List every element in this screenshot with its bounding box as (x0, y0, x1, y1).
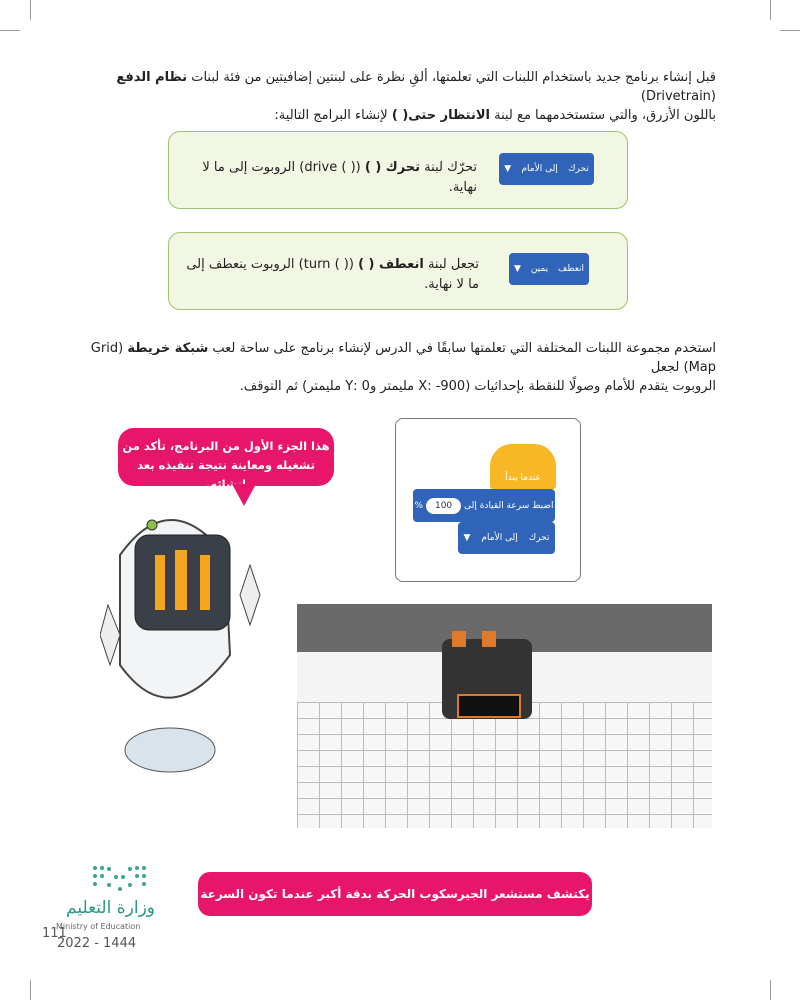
robot-simulation-view[interactable] (297, 604, 712, 828)
task-paragraph: استخدم مجموعة اللبنات المختلفة التي تعلمتها سابقًا في الدرس لإنشاء برنامج على ساحة لعب شبكة خريطة (Grid Map) لجعل الروبوت يتقدم للأمام وصولًا للنقطة بإحداثيات (900- :X مليمتر و0 :Y مليمتر) ثم التوقف. (90, 341, 716, 394)
tip-note: يكتشف مستشعر الجيرسكوب الحركة بدقة أكبر عندما تكون السرعة منخفضة. (198, 872, 592, 916)
set-speed-block: اضبط سرعة القيادة إلى 100 % (413, 489, 555, 522)
speed-value: 100 (426, 498, 461, 514)
robot-model (442, 639, 532, 719)
robot-mascot-illustration (100, 495, 275, 785)
crop-mark (780, 30, 800, 31)
crop-mark (0, 30, 20, 31)
turn-description: تجعل لبنة انعطف ( ) (( ) turn) الروبوت ينعطف إلى ما لا نهاية. (186, 257, 479, 292)
crop-mark (770, 0, 771, 20)
crop-mark (30, 0, 31, 20)
dropdown-arrow-icon: ▼ (504, 164, 512, 174)
drive-description: تحرّك لبنة تحرك ( ) (( ) drive) الروبوت إلى ما لا نهاية. (202, 160, 477, 195)
page-number: 111 (42, 926, 67, 941)
dropdown-arrow-icon: ▼ (513, 264, 521, 274)
code-panel (395, 418, 581, 582)
turn-block: انعطف يمين ▼ (509, 253, 589, 285)
drive-block: تحرك إلى الأمام ▼ (499, 153, 594, 185)
crop-mark (30, 980, 31, 1000)
ministry-name-ar: وزارة التعليم (66, 898, 155, 918)
when-started-block: عندما يبدأ (490, 444, 556, 489)
ministry-name-en: Ministry of Education (56, 922, 141, 931)
crop-mark (770, 980, 771, 1000)
year: 2022 - 1444 (57, 936, 137, 951)
intro-paragraph: قبل إنشاء برنامج جديد باستخدام اللبنات التي تعلمتها، ألقِ نظرة على لبنتين إضافيتين من فئة لبنات نظام الدفع (Drivetrain) باللون الأزرق، والتي ستستخدمهما مع لبنة الانتظار حتى( ) لإنشاء البرامج التالية: (116, 70, 716, 123)
drive-block-box (168, 131, 628, 209)
drive-forward-block: تحرك إلى الأمام ▼ (458, 522, 555, 554)
dropdown-arrow-icon: ▼ (463, 533, 471, 543)
speech-bubble: هذا الجزء الأول من البرنامج، تأكد من تشغيله ومعاينة نتيجة تنفيذه بعد إنشائه. (118, 428, 334, 486)
ministry-logo-dots (90, 863, 150, 893)
turn-block-box (168, 232, 628, 310)
